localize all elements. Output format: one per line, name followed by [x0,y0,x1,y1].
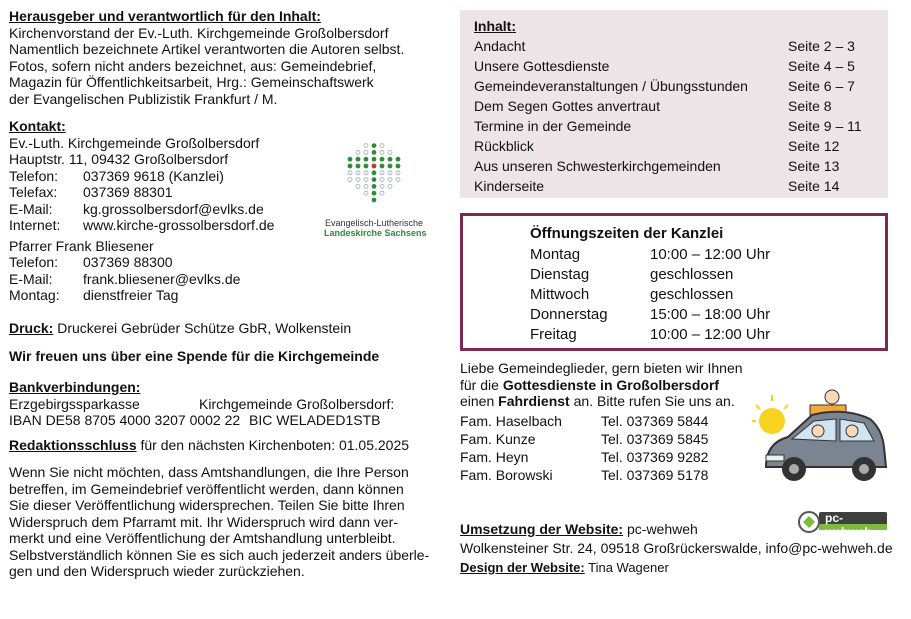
pastor-name: Pfarrer Frank Bliesener [9,237,154,254]
contact-name: Ev.-Luth. Kirchgemeinde Großolbersdorf [9,134,260,151]
ride-contact-tel: Tel. 037369 5845 [601,430,709,447]
logo-dot [364,184,368,188]
logo-dot [380,171,384,175]
logo-dot [364,178,368,182]
bank-holder: Kirchgemeinde Großolbersdorf: [199,395,395,412]
logo-dot [364,191,368,195]
logo-dot [388,184,392,188]
logo-dot [388,157,393,162]
logo-dot [372,150,377,155]
contents-item-page: Seite 6 – 7 [788,78,855,94]
logo-dot [364,171,368,175]
office-hours-day: Dienstag [530,266,590,283]
pastor-dayoff: dienstfreier Tag [83,287,179,303]
logo-caption-line1: Evangelisch-Lutherische [324,218,424,228]
contents-heading: Inhalt: [474,18,516,34]
ride-contact-tel: Tel. 037369 5844 [601,412,709,429]
logo-dot [388,171,392,175]
logo-dot [364,157,369,162]
logo-dot [348,157,353,162]
contact-email-link[interactable]: kg.grossolbersdorf@evlks.de [83,200,264,217]
website-design-label: Design der Website: [460,560,585,575]
publisher-line: der Evangelischen Publizistik Frankfurt / M. [9,90,278,107]
logo-dot [372,170,377,175]
logo-dot [372,143,377,148]
logo-dot [396,164,401,169]
pastor-label: Montag: [9,287,60,303]
logo-dot [348,164,353,169]
website-address: Wolkensteiner Str. 24, 09518 Großrückerswalde, info@pc-wehweh.de [460,539,893,556]
contents-item-page: Seite 13 [788,158,840,174]
car-illustration [752,385,892,495]
office-hours-box [460,213,888,351]
bank-iban: IBAN DE58 8705 4000 3207 0002 22 [9,412,241,428]
contact-label: Internet: [9,217,61,233]
contact-section [9,118,329,304]
logo-dot [356,178,360,182]
contents-item-title: Kinderseite [474,178,545,194]
office-hours-time: geschlossen [650,266,734,283]
donation-note: Wir freuen uns über eine Spende für die Kirchgemeinde [9,348,380,364]
logo-dot [372,177,377,182]
contents-item-title: Andacht [474,38,526,54]
office-hours-day: Montag [530,246,581,263]
pastor-label: E-Mail: [9,270,53,287]
ride-service-intro [460,377,760,394]
logo-dot [388,164,393,169]
logo-dot [380,150,384,154]
contents-item-page: Seite 14 [788,178,840,194]
website-design [460,560,900,577]
logo-dot [380,178,384,182]
privacy-line: Wenn Sie nicht möchten, dass Amtshandlungen, die Ihre Person [9,464,409,480]
logo-dot [356,150,360,154]
pastor-table [9,254,329,304]
bank-bic: BIC WELADED1STB [249,412,381,428]
logo-dot [348,178,352,182]
contents-item-page: Seite 9 – 11 [788,118,862,134]
ride-service-emphasis: Gottesdienste in Großolbersdorf [502,376,720,393]
ride-service-text: für die [460,376,503,393]
privacy-line: Sie dieser Veröffentlichung widersprechen. Teilen Sie bitte Ihren [9,497,405,513]
logo-dot [388,150,392,154]
contents-item-page: Seite 8 [788,98,832,114]
ride-contact-name: Fam. Kunze [460,430,536,447]
contact-label: Telefax: [9,184,58,200]
logo-dot [380,157,385,162]
logo-dot [388,178,392,182]
logo-dot [396,178,400,182]
contents-item-title: Gemeindeveranstaltungen / Übungsstunden [474,78,748,94]
ride-service-text: einen [460,393,499,409]
contents-box [460,10,888,198]
website-design-value: Tina Wagener [584,560,669,575]
deadline-label: Redaktionsschluss [9,437,137,453]
publisher-line: Kirchenvorstand der Ev.-Luth. Kirchgemeinde Großolbersdorf [9,24,389,41]
pastor-label: Telefon: [9,254,59,270]
logo-dot [380,164,385,169]
logo-dot [356,157,361,162]
logo-dot [380,191,384,195]
imprint-column [9,8,449,107]
ride-service-text: an. Bitte rufen Sie uns an. [569,393,735,409]
logo-dot [372,164,377,169]
print-line [9,320,449,337]
pastor-email-link[interactable]: frank.bliesener@evlks.de [83,270,241,287]
contents-item-title: Aus unseren Schwesterkirchgemeinden [474,158,721,174]
logo-caption [324,218,427,238]
print-value: Druckerei Gebrüder Schütze GbR, Wolkenstein [53,320,352,336]
logo-dot [348,171,352,175]
privacy-notice [9,464,437,580]
privacy-line: Selbstverständlich können Sie es sich auch jederzeit anders überle- [9,546,430,563]
contents-item-title: Rückblick [474,138,534,154]
bank-table [9,396,449,429]
contents-item-page: Seite 4 – 5 [788,58,855,74]
publisher-line: Namentlich bezeichnete Artikel verantworten die Autoren selbst. [9,41,405,57]
car-icon [752,385,892,495]
contact-label: E-Mail: [9,200,53,217]
contact-address: Hauptstr. 11, 09432 Großolbersdorf [9,151,229,167]
ride-service-intro: Liebe Gemeindeglieder, gern bieten wir Ihnen [460,360,743,376]
deadline-value: für den nächsten Kirchenboten: 01.05.2025 [136,437,410,453]
logo-dot [396,157,401,162]
contents-item-page: Seite 2 – 3 [788,38,855,54]
publisher-line: Magazin für Öffentlichkeitsarbeit, Hrg.: Gemeinschaftswerk [9,74,374,90]
contact-website-link[interactable]: www.kirche-grossolbersdorf.de [83,217,275,233]
ride-service-contacts [460,410,760,482]
website-implementation-value: pc-wehweh [623,521,698,537]
logo-dot [364,150,368,154]
pc-wehweh-logo-text: pc-wehweh [825,511,872,539]
contact-fax: 037369 88301 [83,184,173,200]
logo-dot [364,164,369,169]
cross-dots-icon [324,140,424,220]
bank-name: Erzgebirgssparkasse [9,395,140,412]
logo-dot [372,191,377,196]
website-credits [460,521,900,577]
contents-item-page: Seite 12 [788,138,840,154]
bank-section [9,379,449,429]
logo-caption-line2: Landeskirche Sachsens [324,228,427,238]
logo-dot [372,184,377,189]
contact-label: Telefon: [9,167,59,184]
logo-dot [356,164,361,169]
contact-table [9,168,329,234]
contents-item-title: Unsere Gottesdienste [474,58,610,74]
logo-dot [372,198,377,203]
office-hours-time: 10:00 – 12:00 Uhr [650,246,771,263]
contents-item-title: Termine in der Gemeinde [474,118,632,134]
office-hours-time: geschlossen [650,286,734,303]
office-hours-heading: Öffnungszeiten der Kanzlei [530,225,724,242]
privacy-line: Widerspruch dem Pfarramt mit. Ihr Widerspruch wird dann ver- [9,513,398,530]
logo-dot [372,157,377,162]
logo-dot [396,171,400,175]
logo-dot [380,144,384,148]
contact-phone: 037369 9618 (Kanzlei) [83,167,224,184]
pastor-phone: 037369 88300 [83,254,173,270]
website-implementation-label: Umsetzung der Website: [460,521,624,537]
bank-heading: Bankverbindungen: [9,379,141,395]
logo-dot [364,144,368,148]
ride-contact-name: Fam. Borowski [460,466,553,483]
ride-service-section [460,360,760,482]
office-hours-day: Mittwoch [530,286,590,303]
website-implementation [460,521,900,538]
ride-contact-tel: Tel. 037369 5178 [601,466,709,483]
office-hours-time: 15:00 – 18:00 Uhr [650,306,771,323]
privacy-line: merkt und eine Veröffentlichung der Amtshandlung unterbleibt. [9,530,396,546]
logo-dot [356,171,360,175]
contact-heading: Kontakt: [9,118,66,134]
church-logo [324,140,427,240]
ride-service-intro [460,393,760,410]
ride-contact-name: Fam. Heyn [460,448,529,465]
logo-dot [380,184,384,188]
publisher-line: Fotos, sofern nicht anders bezeichnet, aus: Gemeindebrief, [9,57,377,74]
office-hours-day: Freitag [530,326,577,343]
deadline-line [9,437,449,454]
logo-dot [356,184,360,188]
contents-item-title: Dem Segen Gottes anvertraut [474,98,660,114]
publisher-heading: Herausgeber und verantwortlich für den Inhalt: [9,8,321,24]
office-hours-time: 10:00 – 12:00 Uhr [650,326,771,343]
ride-service-emphasis: Fahrdienst [498,393,570,409]
office-hours-day: Donnerstag [530,306,608,323]
privacy-line: gen und den Widerspruch wieder zurückziehen. [9,563,305,579]
ride-contact-tel: Tel. 037369 9282 [601,448,709,465]
ride-contact-name: Fam. Haselbach [460,412,562,429]
privacy-line: betreffen, im Gemeindebrief veröffentlicht werden, dann können [9,480,404,497]
print-label: Druck: [9,320,54,336]
